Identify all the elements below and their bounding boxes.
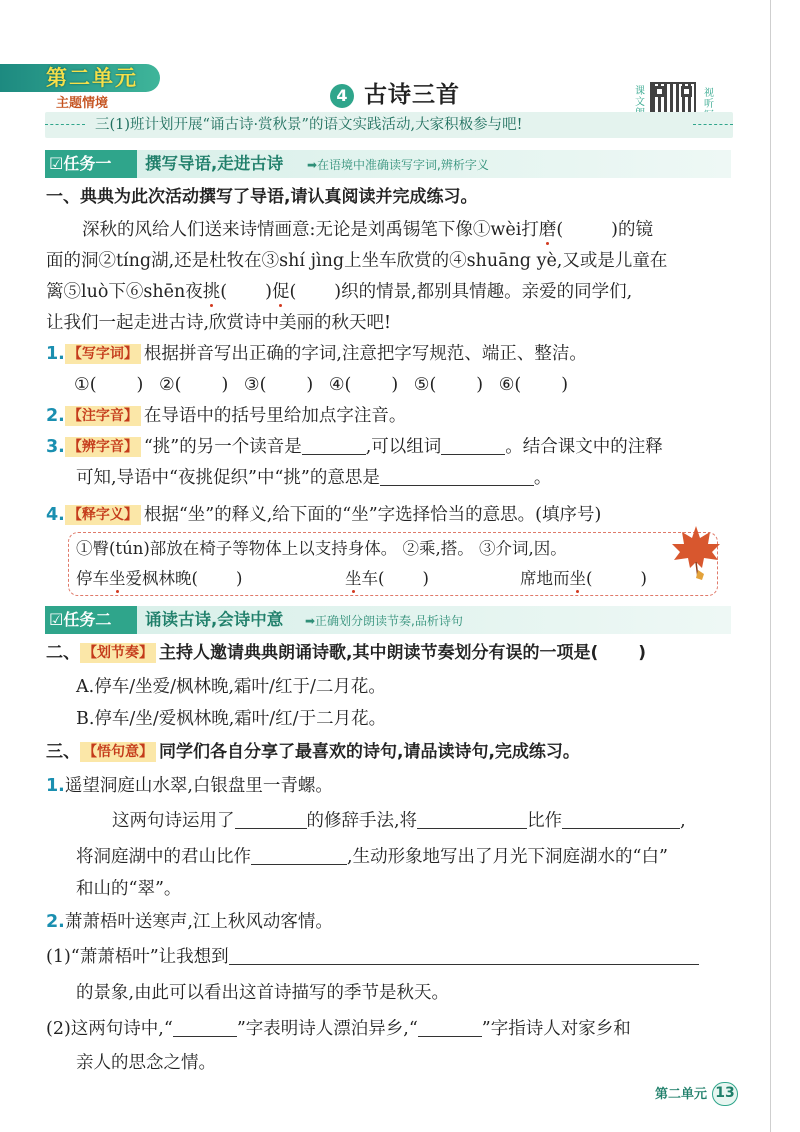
q3-blank-1[interactable]	[302, 436, 366, 455]
q4-item-3: 席地而坐( )	[520, 569, 647, 588]
q1-answer-slots[interactable]: ①( ) ②( ) ③( ) ④( ) ⑤( ) ⑥( )	[74, 375, 569, 395]
checkbox-icon: ☑	[49, 610, 64, 629]
section3-q1-blank-2[interactable]	[417, 810, 527, 829]
page-number: 13	[715, 1085, 735, 1101]
lesson-number: 4	[336, 86, 348, 105]
section2-heading: 二、 【划节奏】 主持人邀请典典朗诵诗歌,其中朗读节奏划分有误的一项是( )	[46, 643, 647, 663]
q2-line: 2. 【注字音】 在导语中的括号里给加点字注音。	[46, 406, 407, 426]
section3-q2-1-blank[interactable]	[229, 946, 699, 965]
q1-line: 1. 【写字词】 根据拼音写出正确的字词,注意把字写规范、端正、整洁。	[46, 344, 587, 364]
checkbox-icon: ☑	[49, 154, 64, 173]
section1-paragraph-line4: 让我们一起走进古诗,欣赏诗中美丽的秋天吧!	[46, 313, 392, 333]
section3-q2-1-line1: (1)“萧萧梧叶”让我想到	[46, 946, 699, 968]
q4-definitions: ①臀(tún)部放在椅子等物体上以支持身体。 ②乘,搭。 ③介词,因。	[76, 539, 567, 558]
section2-option-a: A.停车/坐爱/枫林晚,霜叶/红于/二月花。	[76, 677, 386, 697]
section1-paragraph-line1: 深秋的风给人们送来诗情画意:无论是刘禹锡笔下像①wèi打磨( )的镜	[82, 220, 653, 240]
q3-line2: 可知,导语中“夜挑促织”中“挑”的意思是 。	[76, 468, 552, 488]
lesson-title: 古诗三首	[364, 82, 460, 108]
page-number-badge	[712, 1082, 738, 1106]
unit-label: 第二单元	[46, 66, 138, 90]
task2-box	[45, 606, 137, 634]
section3-q1-poem: 1.遥望洞庭山水翠,白银盘里一青螺。	[46, 776, 333, 796]
task1-box-label: 任务一	[63, 154, 112, 173]
task1-bar	[45, 150, 731, 178]
q4-line: 4. 【释字义】 根据“坐”的释义,给下面的“坐”字选择恰当的意思。(填序号)	[46, 505, 602, 525]
section3-q2-2-blank-1[interactable]	[173, 1018, 237, 1037]
q4-item-1: 停车坐爱枫林晚( )	[76, 569, 243, 588]
section3-q1-line1: 这两句诗运用了 的修辞手法,将 比作 ,	[112, 811, 686, 831]
qr-right-label: 视听	[704, 88, 714, 110]
section3-q2-2-line2: 亲人的思念之情。	[76, 1053, 216, 1073]
q4-item-2: 坐车( )	[345, 569, 429, 588]
task2-bar	[45, 606, 731, 634]
section3-q1-blank-3[interactable]	[562, 810, 680, 829]
section3-q2-1-line2: 的景象,由此可以看出这首诗描写的季节是秋天。	[76, 983, 450, 1003]
theme-label: 主题情境	[56, 96, 109, 111]
section1-heading: 一、典典为此次活动撰写了导语,请认真阅读并完成练习。	[46, 187, 478, 207]
task2-box-label: 任务二	[63, 610, 112, 629]
lesson-number-badge	[330, 84, 354, 108]
task1-subtitle: ➡在语境中准确读写字词,辨析字义	[307, 158, 489, 172]
theme-text: 三(1)班计划开展“诵古诗·赏秋景”的语文实践活动,大家积极参与吧!	[95, 117, 523, 133]
q3-blank-2[interactable]	[441, 436, 505, 455]
qr-left-label: 课文	[635, 86, 645, 108]
section2-option-b: B.停车/坐/爱枫林晚,霜叶/红/于二月花。	[76, 709, 387, 729]
maple-leaf-icon	[668, 522, 724, 584]
page-edge-line	[770, 0, 771, 1132]
task1-box	[45, 150, 137, 178]
section1-paragraph-line2: 面的洞②tíng湖,还是杜牧在③shí jìng上坐车欣赏的④shuāng yè,又或是儿童在	[46, 251, 668, 271]
section3-q1-line2: 将洞庭湖中的君山比作 ,生动形象地写出了月光下洞庭湖水的“白”	[76, 847, 668, 867]
q3-line1: 3. 【辨字音】 “挑”的另一个读音是 ,可以组词 。结合课文中的注释	[46, 437, 663, 457]
q3-blank-3[interactable]	[380, 467, 534, 486]
section3-q1-line3: 和山的“翠”。	[76, 879, 182, 899]
task1-title: 撰写导语,走进古诗	[145, 154, 284, 173]
section3-q2-2-line1: (2)这两句诗中,“ ”字表明诗人漂泊异乡,“ ”字指诗人对家乡和	[46, 1019, 631, 1039]
task2-subtitle: ➡正确划分朗读节奏,品析诗句	[305, 614, 463, 628]
footer-unit-label: 第二单元	[655, 1087, 708, 1102]
section1-paragraph-line3: 篱⑤luò下⑥shēn夜挑( )促( )织的情景,都别具情趣。亲爱的同学们,	[46, 282, 633, 302]
section3-q2-2-blank-2[interactable]	[418, 1018, 482, 1037]
section3-heading: 三、 【悟句意】 同学们各自分享了最喜欢的诗句,请品读诗句,完成练习。	[46, 742, 580, 762]
task2-title: 诵读古诗,会诗中意	[145, 610, 284, 629]
section3-q1-blank-1[interactable]	[235, 810, 307, 829]
section3-q2-poem: 2.萧萧梧叶送寒声,江上秋风动客情。	[46, 912, 333, 932]
section3-q1-blank-4[interactable]	[251, 846, 347, 865]
